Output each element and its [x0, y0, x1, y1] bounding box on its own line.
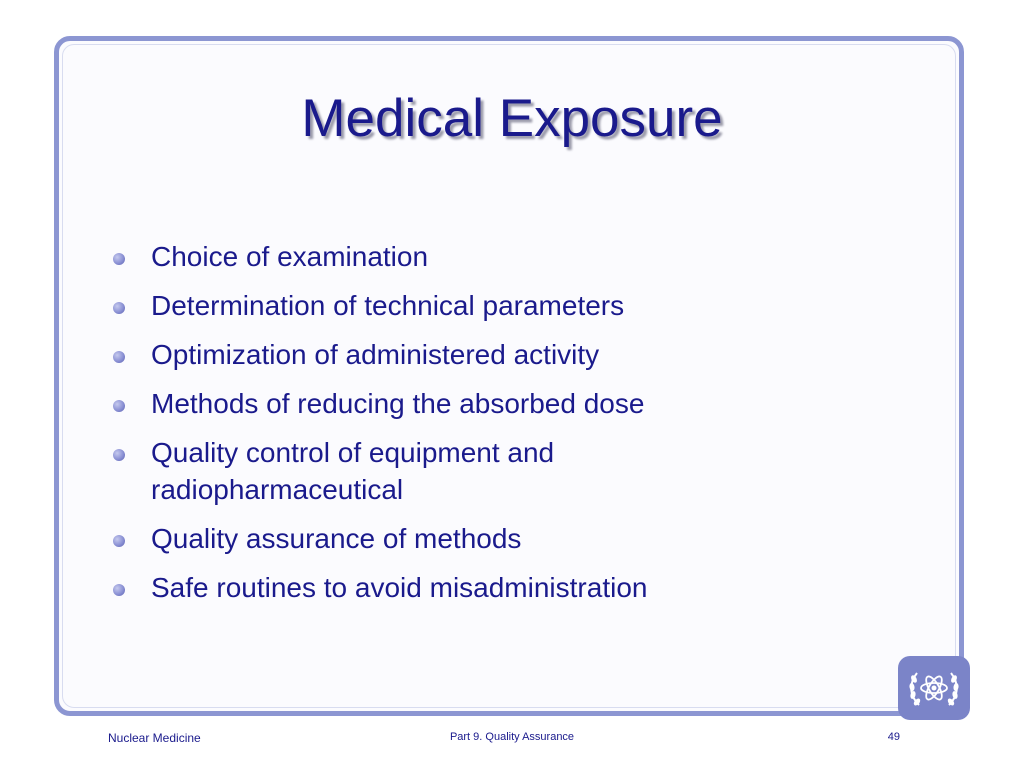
- bullet-item: [108, 336, 808, 373]
- slide-title: Medical Exposure: [301, 89, 723, 148]
- bullet-list: [108, 238, 808, 618]
- bullet-dot-icon: [113, 535, 125, 547]
- bullet-text: Methods of reducing the absorbed dose: [151, 388, 645, 419]
- bullet-dot-icon: [113, 584, 125, 596]
- bullet-dot-icon: [113, 253, 125, 265]
- bullet-item: [108, 238, 808, 275]
- bullet-text: Determination of technical parameters: [151, 290, 625, 321]
- bullet-text: Optimization of administered activity: [151, 339, 600, 370]
- bullet-dot-icon: [113, 449, 125, 461]
- bullet-item: [108, 520, 808, 557]
- footer-course-name: Nuclear Medicine: [108, 731, 201, 745]
- bullet-dot-icon: [113, 351, 125, 363]
- bullet-text: Quality assurance of methods: [151, 523, 522, 554]
- bullet-dot-icon: [113, 302, 125, 314]
- bullet-item: [108, 385, 808, 422]
- footer-section-title: Part 9. Quality Assurance: [449, 731, 575, 743]
- bullet-dot-icon: [113, 400, 125, 412]
- bullet-text: Safe routines to avoid misadministration: [151, 572, 648, 603]
- bullet-text: Quality control of equipment and radiopharmaceutical: [151, 437, 555, 505]
- bullet-text: Choice of examination: [151, 241, 429, 272]
- bullet-item: [108, 287, 808, 324]
- bullet-item: [108, 434, 808, 508]
- atom-laurel-emblem-icon: [898, 656, 970, 720]
- emblem-graphic: [905, 661, 963, 715]
- bullet-item: [108, 569, 808, 606]
- footer-page-number: 49: [887, 731, 900, 743]
